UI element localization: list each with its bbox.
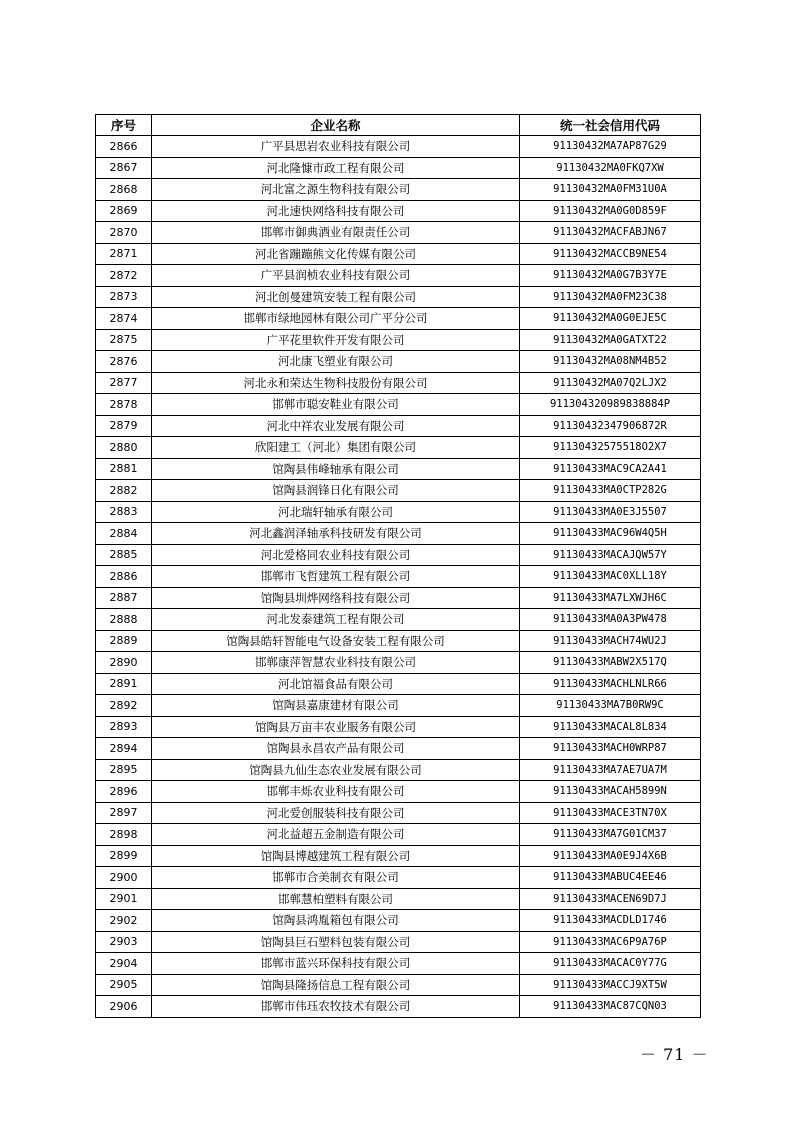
row-seq: 2880 (96, 437, 152, 459)
row-seq: 2897 (96, 802, 152, 824)
table-row (96, 372, 701, 394)
table-row (96, 974, 701, 996)
row-credit-code: 91130433MACAJQW57Y (520, 544, 701, 566)
row-seq: 2881 (96, 458, 152, 480)
table-row (96, 200, 701, 222)
row-seq: 2895 (96, 759, 152, 781)
row-credit-code: 91130433MACAL8L834 (520, 716, 701, 738)
row-credit-code: 91130432MA0G0EJE5C (520, 308, 701, 330)
row-credit-code: 91130432MA0FM23C38 (520, 286, 701, 308)
row-credit-code: 91130432MA0G7B3Y7E (520, 265, 701, 287)
table-row (96, 609, 701, 631)
row-seq: 2884 (96, 523, 152, 545)
row-seq: 2868 (96, 179, 152, 201)
row-company-name: 邯郸慧柏塑料有限公司 (152, 888, 520, 910)
row-seq: 2878 (96, 394, 152, 416)
row-company-name: 馆陶县永昌农产品有限公司 (152, 738, 520, 760)
row-seq: 2891 (96, 673, 152, 695)
table-row (96, 308, 701, 330)
row-company-name: 馆陶县博越建筑工程有限公司 (152, 845, 520, 867)
row-company-name: 广平花里软件开发有限公司 (152, 329, 520, 351)
header-code: 统一社会信用代码 (520, 115, 701, 136)
row-credit-code: 91130433MACEN69D7J (520, 888, 701, 910)
row-company-name: 邯郸康萍智慧农业科技有限公司 (152, 652, 520, 674)
row-seq: 2888 (96, 609, 152, 631)
row-company-name: 河北隆慷市政工程有限公司 (152, 157, 520, 179)
row-company-name: 河北中祥农业发展有限公司 (152, 415, 520, 437)
row-company-name: 馆陶县嘉康建材有限公司 (152, 695, 520, 717)
row-seq: 2866 (96, 136, 152, 158)
row-seq: 2892 (96, 695, 152, 717)
row-company-name: 邯郸市合美制衣有限公司 (152, 867, 520, 889)
table-row (96, 888, 701, 910)
row-seq: 2885 (96, 544, 152, 566)
row-credit-code: 91130432MA0FKQ7XW (520, 157, 701, 179)
row-credit-code: 91130433MA0E3J5507 (520, 501, 701, 523)
table-row (96, 867, 701, 889)
row-company-name: 邯郸市蓝兴环保科技有限公司 (152, 953, 520, 975)
row-credit-code: 91130433MABW2X517Q (520, 652, 701, 674)
table-row (96, 716, 701, 738)
row-company-name: 河北康飞塑业有限公司 (152, 351, 520, 373)
table-row (96, 394, 701, 416)
table-row (96, 566, 701, 588)
table-row (96, 759, 701, 781)
row-credit-code: 91130433MACH74WU2J (520, 630, 701, 652)
table-header-row (96, 115, 701, 136)
table-row (96, 845, 701, 867)
row-credit-code: 91130433MAC0XLL18Y (520, 566, 701, 588)
table-row (96, 157, 701, 179)
row-company-name: 馆陶县巨石塑料包装有限公司 (152, 931, 520, 953)
row-credit-code: 91130433MA7B0RW9C (520, 695, 701, 717)
row-seq: 2867 (96, 157, 152, 179)
row-company-name: 馆陶县润锋日化有限公司 (152, 480, 520, 502)
row-credit-code: 91130433MA0CTP282G (520, 480, 701, 502)
row-credit-code: 91130433MACE3TN70X (520, 802, 701, 824)
table-row (96, 265, 701, 287)
row-seq: 2870 (96, 222, 152, 244)
row-credit-code: 91130433MAC96W4Q5H (520, 523, 701, 545)
row-credit-code: 91130433MACDLD1746 (520, 910, 701, 932)
row-credit-code: 91130432MACFABJN67 (520, 222, 701, 244)
row-credit-code: 91130433MA7G01CM37 (520, 824, 701, 846)
table-row (96, 630, 701, 652)
row-credit-code: 91130432575518O2X7 (520, 437, 701, 459)
row-credit-code: 91130433MACHLNLR66 (520, 673, 701, 695)
row-seq: 2886 (96, 566, 152, 588)
row-company-name: 广平县思岩农业科技有限公司 (152, 136, 520, 158)
table-row (96, 931, 701, 953)
row-seq: 2876 (96, 351, 152, 373)
row-company-name: 欣阳建工（河北）集团有限公司 (152, 437, 520, 459)
table-row (96, 781, 701, 803)
row-company-name: 馆陶县九仙生态农业发展有限公司 (152, 759, 520, 781)
row-company-name: 河北省蹦蹦熊文化传媒有限公司 (152, 243, 520, 265)
table-row (96, 415, 701, 437)
row-seq: 2887 (96, 587, 152, 609)
table-row (96, 286, 701, 308)
header-seq: 序号 (96, 115, 152, 136)
table-row (96, 910, 701, 932)
row-credit-code: 911304320989838884P (520, 394, 701, 416)
row-credit-code: 91130433MA7AE7UA7M (520, 759, 701, 781)
table-row (96, 953, 701, 975)
row-company-name: 馆陶县圳烨网络科技有限公司 (152, 587, 520, 609)
row-seq: 2889 (96, 630, 152, 652)
row-credit-code: 91130433MACCJ9XT5W (520, 974, 701, 996)
row-seq: 2904 (96, 953, 152, 975)
row-company-name: 邯郸丰烁农业科技有限公司 (152, 781, 520, 803)
table-row (96, 996, 701, 1018)
row-seq: 2903 (96, 931, 152, 953)
row-credit-code: 91130433MA0A3PW478 (520, 609, 701, 631)
row-seq: 2902 (96, 910, 152, 932)
row-company-name: 河北爱格同农业科技有限公司 (152, 544, 520, 566)
row-company-name: 邯郸市伟珏农牧技术有限公司 (152, 996, 520, 1018)
table-row (96, 179, 701, 201)
table-row (96, 480, 701, 502)
row-company-name: 河北益超五金制造有限公司 (152, 824, 520, 846)
table-row (96, 329, 701, 351)
row-company-name: 馆陶县隆扬信息工程有限公司 (152, 974, 520, 996)
row-seq: 2893 (96, 716, 152, 738)
row-credit-code: 91130433MAC87CQN03 (520, 996, 701, 1018)
row-seq: 2896 (96, 781, 152, 803)
row-seq: 2906 (96, 996, 152, 1018)
row-company-name: 河北创曼建筑安装工程有限公司 (152, 286, 520, 308)
table-row (96, 652, 701, 674)
table-row (96, 437, 701, 459)
row-seq: 2877 (96, 372, 152, 394)
table-row (96, 243, 701, 265)
row-seq: 2901 (96, 888, 152, 910)
row-company-name: 河北爱创服装科技有限公司 (152, 802, 520, 824)
table-body (96, 136, 701, 1018)
row-seq: 2900 (96, 867, 152, 889)
row-seq: 2905 (96, 974, 152, 996)
row-seq: 2898 (96, 824, 152, 846)
row-seq: 2890 (96, 652, 152, 674)
header-name: 企业名称 (152, 115, 520, 136)
row-company-name: 馆陶县皓轩智能电气设备安装工程有限公司 (152, 630, 520, 652)
row-seq: 2871 (96, 243, 152, 265)
row-company-name: 河北鑫润泽轴承科技研发有限公司 (152, 523, 520, 545)
row-seq: 2894 (96, 738, 152, 760)
table-row (96, 458, 701, 480)
table-row (96, 738, 701, 760)
row-seq: 2883 (96, 501, 152, 523)
row-credit-code: 91130432MA7AP87G29 (520, 136, 701, 158)
row-company-name: 馆陶县伟峰轴承有限公司 (152, 458, 520, 480)
page-number: － 71 － (640, 1045, 709, 1064)
row-credit-code: 91130432MA0G0D859F (520, 200, 701, 222)
row-company-name: 邯郸市绿地园林有限公司广平分公司 (152, 308, 520, 330)
row-credit-code: 91130432347906872R (520, 415, 701, 437)
row-company-name: 邯郸市聪安鞋业有限公司 (152, 394, 520, 416)
row-credit-code: 91130433MABUC4EE46 (520, 867, 701, 889)
row-seq: 2869 (96, 200, 152, 222)
row-company-name: 河北馆福食品有限公司 (152, 673, 520, 695)
row-credit-code: 91130432MA0GATXT22 (520, 329, 701, 351)
row-company-name: 河北速快网络科技有限公司 (152, 200, 520, 222)
table-row (96, 501, 701, 523)
row-company-name: 河北瑞轩轴承有限公司 (152, 501, 520, 523)
row-credit-code: 91130432MACCB9NE54 (520, 243, 701, 265)
row-credit-code: 91130433MACH0WRP87 (520, 738, 701, 760)
row-seq: 2875 (96, 329, 152, 351)
row-seq: 2872 (96, 265, 152, 287)
table-row (96, 222, 701, 244)
row-seq: 2882 (96, 480, 152, 502)
row-company-name: 河北发泰建筑工程有限公司 (152, 609, 520, 631)
row-company-name: 河北永和荣达生物科技股份有限公司 (152, 372, 520, 394)
table-row (96, 824, 701, 846)
table-row (96, 544, 701, 566)
enterprise-table (95, 114, 701, 1018)
row-company-name: 邯郸市御典酒业有限责任公司 (152, 222, 520, 244)
row-credit-code: 91130433MACAH5899N (520, 781, 701, 803)
table-row (96, 351, 701, 373)
row-company-name: 邯郸市飞哲建筑工程有限公司 (152, 566, 520, 588)
row-credit-code: 91130432MA07Q2LJX2 (520, 372, 701, 394)
row-credit-code: 91130433MA0E9J4X6B (520, 845, 701, 867)
row-seq: 2873 (96, 286, 152, 308)
row-credit-code: 91130433MA7LXWJH6C (520, 587, 701, 609)
row-credit-code: 91130433MACAC0Y77G (520, 953, 701, 975)
row-company-name: 河北富之源生物科技有限公司 (152, 179, 520, 201)
row-seq: 2899 (96, 845, 152, 867)
row-credit-code: 91130432MA0FM31U0A (520, 179, 701, 201)
table-row (96, 695, 701, 717)
row-company-name: 馆陶县万亩丰农业服务有限公司 (152, 716, 520, 738)
table-row (96, 802, 701, 824)
table-row (96, 136, 701, 158)
row-company-name: 广平县润桢农业科技有限公司 (152, 265, 520, 287)
row-seq: 2879 (96, 415, 152, 437)
row-seq: 2874 (96, 308, 152, 330)
row-company-name: 馆陶县鸿胤箱包有限公司 (152, 910, 520, 932)
table-row (96, 587, 701, 609)
row-credit-code: 91130433MAC9CA2A41 (520, 458, 701, 480)
row-credit-code: 91130433MAC6P9A76P (520, 931, 701, 953)
table-row (96, 673, 701, 695)
row-credit-code: 91130432MA08NM4B52 (520, 351, 701, 373)
table-row (96, 523, 701, 545)
